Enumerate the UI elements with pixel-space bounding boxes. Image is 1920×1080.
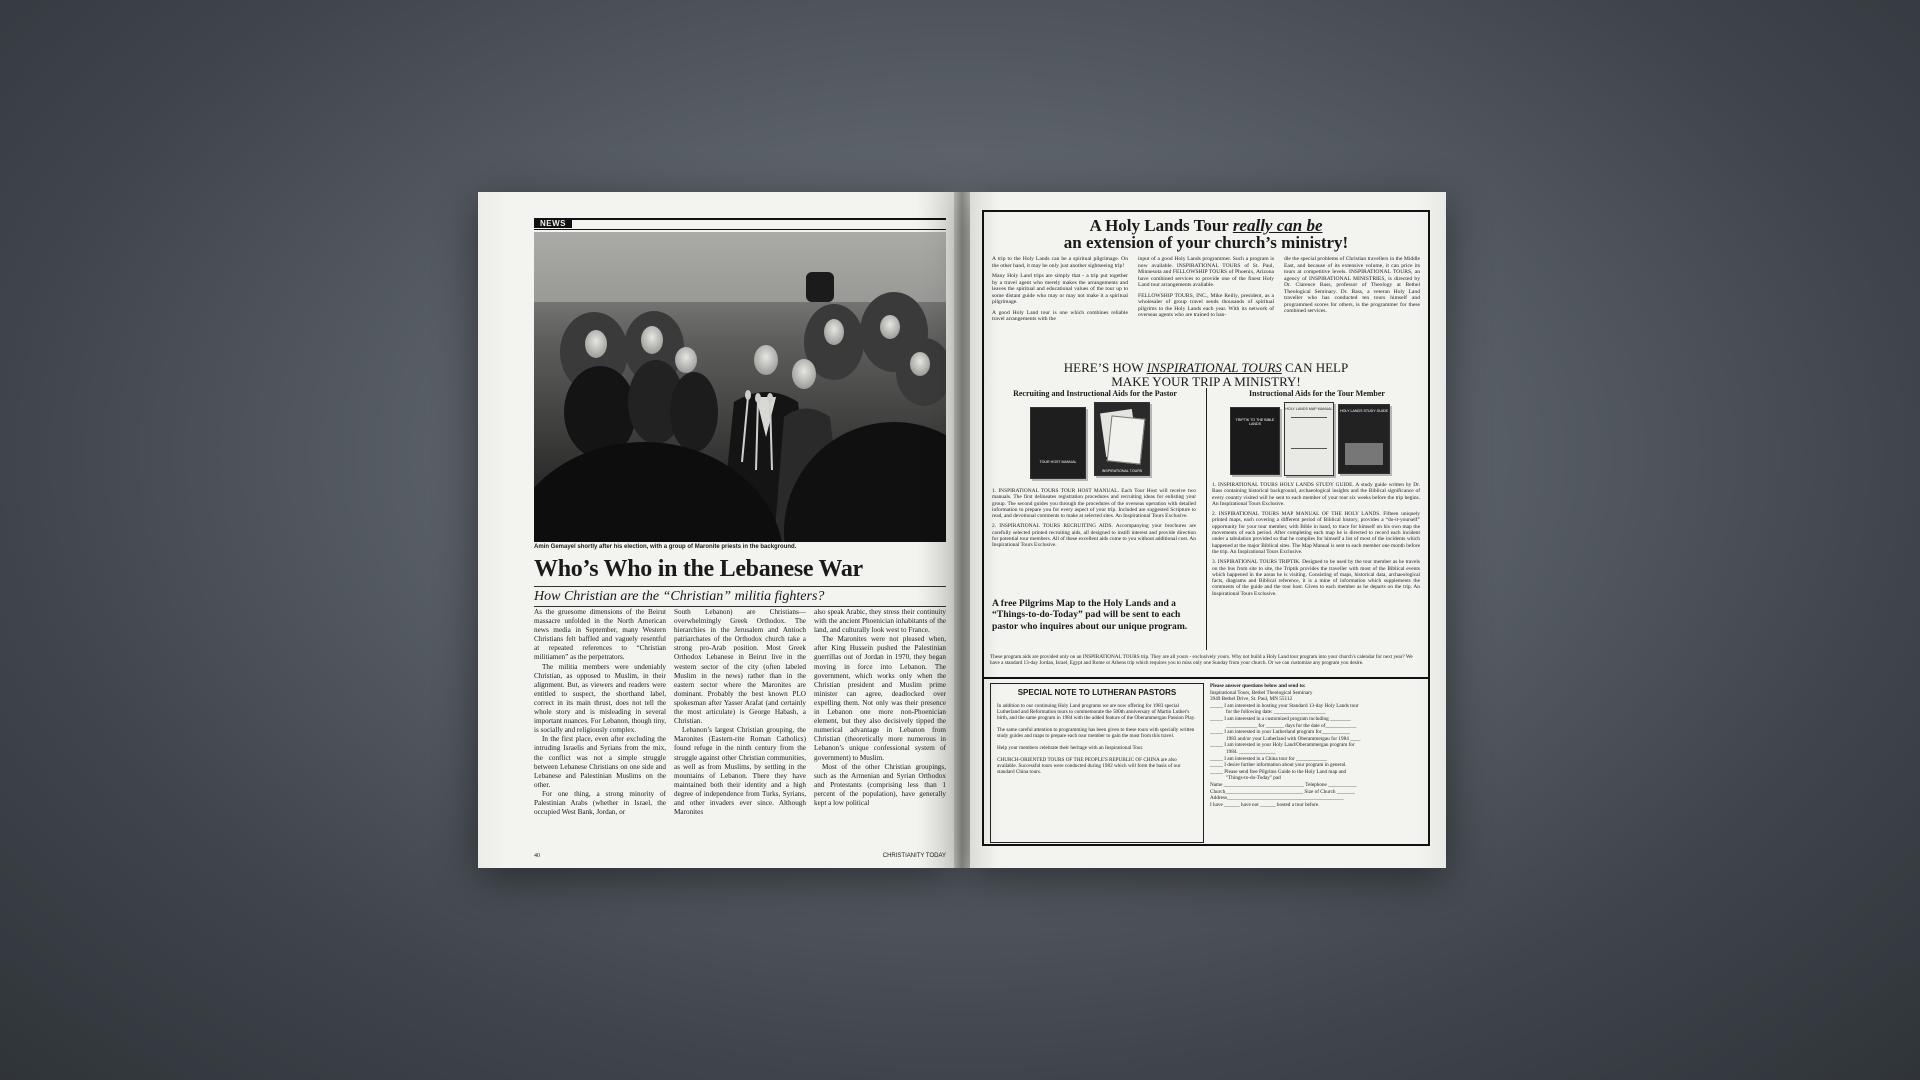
hosted-tour-field[interactable]: I have ______ have not ______ hosted a tour before. <box>1210 801 1320 808</box>
host-manual-book <box>1030 407 1086 479</box>
free-offer: A free Pilgrims Map to the Holy Lands and a “Things-to-do-Today” pad will be sent to each pastor who inquires about our unique program. <box>992 598 1188 632</box>
article-deck: How Christian are the “Christian” militia fighters? <box>534 589 825 604</box>
news-photo <box>534 232 946 542</box>
how-heading-line-2: MAKE YOUR TRIP A MINISTRY! <box>1111 374 1301 389</box>
how-heading-emphasis: INSPIRATIONAL TOURS <box>1146 360 1282 375</box>
paragraph: FELLOWSHIP TOURS, INC., Mike Reilly, president, as a wholesaler of group travel sends thousands of spiritual pilgrims to the Holy Lands each year. With its network of overseas agents who are trained to han- <box>1138 292 1274 318</box>
paragraph: As the gruesome dimensions of the Beirut massacre unfolded in the North American news media in September, many Western Christians felt baffled and vaguely resentful at repeated references to “Christian militiamen” as the perpetrators. <box>534 608 666 662</box>
left-page <box>478 192 954 868</box>
form-line: 3949 Bethel Drive, St. Paul, MN 55112 <box>1210 696 1293 703</box>
recruiting-aids-packet <box>1094 402 1150 476</box>
inquiry-form[interactable] <box>1210 683 1422 841</box>
book-title: INSPIRATIONAL TOURS <box>1101 468 1143 473</box>
column-divider <box>1206 388 1207 650</box>
paragraph: input of a good Holy Lands programmer. Such a program is now available. INSPIRATIONAL TOURS of St. Paul, Minnesota and FELLOWSHIP TOURS of Phoenix, Arizona have combined services to provide one of the finest Holy Land tour arrangements available. <box>1138 256 1274 288</box>
form-line[interactable]: _____ I am interested in a customized program including ________ <box>1210 715 1351 722</box>
lutheran-note-title: SPECIAL NOTE TO LUTHERAN PASTORS <box>1017 688 1177 697</box>
ad-bottom-section <box>984 677 1428 846</box>
book-cover-lines <box>1291 417 1327 449</box>
paragraph: Help your members celebrate their heritage with an Inspirational Tour. <box>997 745 1144 751</box>
spine-gutter <box>954 192 970 868</box>
book-title: TRIPTIK TO THE BIBLE LANDS <box>1235 418 1275 427</box>
book-title: HOLY LANDS STUDY GUIDE <box>1340 409 1388 413</box>
ad-title-text: A Holy Lands Tour <box>1089 216 1233 235</box>
church-field[interactable]: Church______________________________ Size of Church _______ <box>1210 788 1355 795</box>
form-line[interactable]: _____ Please send free Pilgrims Guide to the Holy Land map and <box>1210 768 1347 775</box>
form-line[interactable]: _____ I am interested in a China tour for ____________ <box>1210 755 1328 762</box>
paragraph: CHURCH-ORIENTED TOURS OF THE PEOPLE'S REPUBLIC OF CHINA are also available. Successful tours were conducted during 1982 which will form the basis of our standard China tours. <box>997 757 1181 775</box>
section-tag-bar <box>534 218 946 230</box>
paragraph: In the first place, even after excluding the intruding Israelis and Syrians from the mix, the conflict was not a simple struggle between Lebanese Christians on one side and Lebanese and Palestinian Muslims on the other. <box>534 735 666 789</box>
ad-intro <box>992 256 1420 352</box>
paragraph: The Maronites were not pleased when, after King Hussein pushed the Palestinian guerrillas out of Jordan in 1970, they began moving in force into Lebanon. The government, which works only when the Christian president and Muslim prime minister can agree, deadlocked over expelling them. Not only was their presence in Lebanon one more non-Phoenician element, but they also decisively tipped the numerical advantage in Lebanon from Christian (theoretically more numerous in Lebanon’s unique confessional system of government) to Muslim. <box>814 635 946 762</box>
list-item: 2. INSPIRATIONAL TOURS MAP MANUAL OF THE HOLY LANDS. Fifteen uniquely printed maps, each covering a different period of Biblical history, provides a “do-it-yourself” opportunity for your tour member, with Bible in hand, to trace for himself on his own map the movements of each period. After completing each map he is directed to record each incident under a tabulation provided so that he compiles for himself a list of most of the incidents which happened at the major Biblical sites. The Map Manual is sent to each member one month before the trip. An Inspirational Tours Exclusive. <box>1212 511 1420 555</box>
form-line[interactable]: ____________ for _______ days for the date of____________ <box>1226 722 1357 729</box>
article-column-3 <box>814 608 946 852</box>
ad-title-emphasis: really can be <box>1232 216 1323 235</box>
headline-rule <box>534 586 946 587</box>
form-line: "Things-to-do-Today" pad <box>1226 775 1281 782</box>
map-manual-book <box>1284 402 1334 476</box>
paragraph: A good Holy Land tour is one which combines reliable travel arrangements with the <box>992 309 1128 322</box>
intro-column-1 <box>992 256 1128 352</box>
paragraph: The militia members were undeniably Christian, as opposed to Muslim, in their alignment. But, as viewers and readers were entitled to suspect, the shorthand label, correct in its main thrust, does not tell the whole story and is misleading in several important nuances. For Lebanon, though tiny, is socially and religiously complex. <box>534 662 666 735</box>
paragraph: Most of the other Christian groupings, such as the Armenian and Syrian Orthodox and Protestants (comprising less than 1 percent of the population), have generally kept a low political <box>814 762 946 807</box>
form-line[interactable]: _____ I desire further information about your program in general. <box>1210 762 1347 769</box>
article-body <box>534 608 946 860</box>
paragraph: dle the special problems of Christian travellers in the Middle East, and because of its extensive volume, it can price its tours at competitive levels. INSPIRATIONAL TOURS, an agency of INSPIRATIONAL MINISTRIES, is directed by Dr. Clarence Bass, professor of Theology at Bethel Theological Seminary. Dr. Bass, a veteran Holy Land traveller who has conducted ten tours himself and programmed scores for others, is the programmer for these combined services. <box>1284 256 1420 314</box>
program-note: These program aids are provided only on an INSPIRATIONAL TOURS trip. They are all yours - exclusively yours. Why not build a Holy Land tour program into your church's calendar for next year? We have a standard 13-day Jordan, Israel, Egypt and Rome or Athens trip which requires you to miss only one Sunday from your church. Or we can customize any program you desire. <box>990 654 1413 666</box>
tour-advertisement <box>982 210 1430 846</box>
member-aids-list <box>1212 482 1420 601</box>
form-line: Inspirational Tours, Bethel Theological Seminary <box>1210 689 1313 696</box>
form-line[interactable]: _____ I am interested in your Holy Land/Oberammergau program for <box>1210 742 1355 749</box>
paragraph: A trip to the Holy Lands can be a spiritual pilgrimage. On the other hand, it may be only just another sightseeing trip! <box>992 256 1128 269</box>
article-column-2 <box>674 608 806 852</box>
list-item: 1. INSPIRATIONAL TOURS TOUR HOST MANUAL. Each Tour Host will receive two manuals. The first delineates registration procedures and recruiting ideas for enlisting your group. The second guides you through the procedures of the overseas operation with detailed information to prepare you for every aspect of your trip. Included are suggested Scripture to read, and devotional comments to make at selected sites. An Inspirational Tours Exclusive. <box>992 488 1196 520</box>
paragraph: also speak Arabic, they stress their continuity with the ancient Phoenician inhabitants of the land, and culturally look west to France. <box>814 608 946 635</box>
form-line[interactable]: _____ I am interested in your Lutherland program for___________ <box>1210 729 1351 736</box>
paragraph: Lebanon’s largest Christian grouping, the Maronites (Eastern-rite Roman Catholics) found refuge in the ninth century from the struggle against other Christian communities, as well as from Muslims, by settling in the mountains of Lebanon. There they have maintained both their identity and a high degree of independence from Turks, Syrians, and other invaders ever since. Although Maronites <box>674 726 806 817</box>
paragraph: South Lebanon) are Christians—overwhelmingly Greek Orthodox. The hierarchies in the Jerusalem and Antioch patriarchates of the Orthodox church take a strong pro-Arab position. Most Greek Orthodox Lebanese in Beirut live in the western sector of the city (often labeled Muslim in the news) rather than in the eastern sector where the Maronites are dominant. Probably the best known PLO spokesman after Yasser Arafat (and certainly the most articulate) is George Habash, a Christian. <box>674 608 806 726</box>
form-line: Please answer questions below and send to: <box>1210 683 1306 689</box>
form-line[interactable]: 1983 and/or your Lutherland with Oberammergau for 1984 ____ <box>1226 735 1361 742</box>
magazine-name: CHRISTIANITY TODAY <box>882 853 946 859</box>
lutheran-note-box <box>990 683 1204 843</box>
magazine-spread <box>478 192 1446 868</box>
cover-image <box>1345 443 1383 465</box>
section-tag: NEWS <box>534 219 572 228</box>
member-aids-heading: Instructional Aids for the Tour Member <box>1249 389 1385 398</box>
crowd-photo-illustration <box>534 232 946 542</box>
paragraph: The same careful attention to programming has been given to these tours with specially written study guides and maps to prepare each tour member to gain the most from this travel. <box>997 727 1195 739</box>
pastor-aids-list <box>992 488 1196 553</box>
paragraph: Many Holy Land trips are simply that - a trip put together by a travel agent who merely makes the arrangements and leaves the spiritual and educational values of the tour up to some distant guide who may or may not make it a spiritual pilgrimage. <box>992 273 1128 305</box>
list-item: 2. INSPIRATIONAL TOURS RECRUITING AIDS. Accompanying your brochures are carefully selected printed recruiting aids, all designed to instill interest and provide direction for potential tour members. All of these excellent aids come to you without additional cost. An Inspirational Tours Exclusive. <box>992 523 1196 549</box>
article-headline: Who’s Who in the Lebanese War <box>534 556 863 582</box>
book-title: HOLY LANDS MAP MANUAL <box>1285 407 1333 411</box>
form-line[interactable]: _____ I am interested in hosting your Standard 13-day Holy Lands tour <box>1210 702 1359 709</box>
how-heading-text: CAN HELP <box>1281 360 1349 375</box>
triptik-book <box>1230 407 1280 475</box>
form-line[interactable]: 1984. ______________ <box>1226 748 1276 755</box>
intro-column-2 <box>1138 256 1274 352</box>
deck-rule <box>534 606 946 607</box>
list-item: 3. INSPIRATIONAL TOURS TRIPTIK. Designed to be used by the tour member as he travels on the bus from site to site, the Triptik provides the traveller with most of the Biblical events which happened in the areas he is visiting. Consisting of maps, historical data, archaeological facts, diagrams and Biblical reference, it is a mine of information which supplements the comments of the guide and the tour host. Given to each member as he departs on the trip. An Inspirational Tours Exclusive. <box>1212 559 1420 597</box>
address-field[interactable]: Address_____________________________________________ <box>1210 795 1344 802</box>
pastor-aids-heading: Recruiting and Instructional Aids for the Pastor <box>1013 389 1177 398</box>
name-field[interactable]: Name _______________________________ Telephone ___________ <box>1210 781 1357 788</box>
paragraph: For one thing, a strong minority of Palestinian Arabs (whether in Israel, the occupied West Bank, Jordan, or <box>534 789 666 817</box>
intro-column-3 <box>1284 256 1420 352</box>
list-item: 1. INSPIRATIONAL TOURS HOLY LANDS STUDY GUIDE. A study guide written by Dr. Bass containing historical background, archaeological insights and the Biblical significance of every country visited will be sent to each member of your tour six weeks before the trip begins. An Inspirational Tours Exclusive. <box>1212 482 1420 507</box>
form-line[interactable]: for the following date: ____________________ <box>1226 709 1326 716</box>
article-column-1 <box>534 608 666 852</box>
paragraph: In addition to our continuing Holy Land programs we are now offering for 1983 special Lutherland and Reformation tours to commemorate the 500th anniversary of Martin Luther's birth, and the same program in 1984 with the added feature of the Oberammergau Passion Play. <box>997 703 1196 721</box>
right-page <box>970 192 1446 868</box>
ad-title-line-2: an extension of your church’s ministry! <box>1063 233 1349 252</box>
page-number: 40 <box>534 853 540 859</box>
book-title: TOUR HOST MANUAL <box>1039 460 1077 464</box>
how-heading-text: HERE’S HOW <box>1063 360 1147 375</box>
brochure-image <box>1107 415 1146 464</box>
photo-caption: Amin Gemayel shortly after his election, with a group of Maronite priests in the background. <box>534 544 797 550</box>
study-guide-book <box>1338 404 1390 474</box>
